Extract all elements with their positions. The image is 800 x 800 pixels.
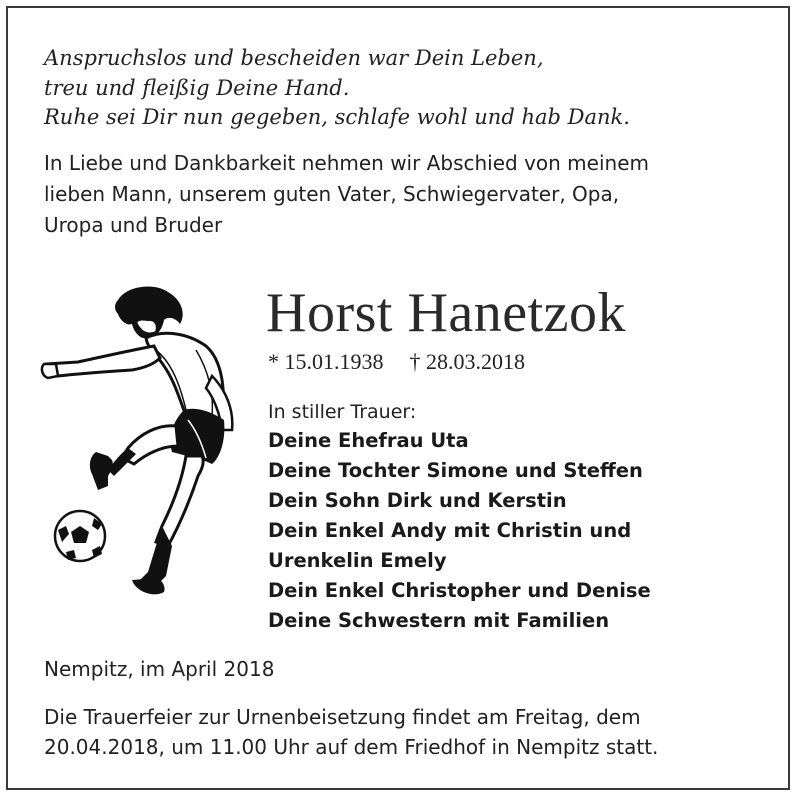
verse-line: Anspruchslos und bescheiden war Dein Leben, <box>44 46 544 70</box>
intro-line: Uropa und Bruder <box>44 213 223 237</box>
funeral-notice <box>44 702 754 762</box>
verse-poem <box>44 44 744 133</box>
mourner-line: Urenkelin Emely <box>268 549 447 572</box>
soccer-player-icon <box>36 280 246 610</box>
verse-line: treu und fleißig Deine Hand. <box>44 75 350 100</box>
deceased-name: Horst Hanetzok <box>266 282 627 344</box>
life-dates <box>268 348 525 376</box>
mourning-heading: In stiller Trauer: <box>268 401 417 423</box>
mourner-line: Dein Enkel Andy mit Christin und <box>268 519 632 542</box>
mourner-line: Deine Tochter Simone und Steffen <box>268 459 643 482</box>
death-date: † 28.03.2018 <box>409 349 525 374</box>
intro-text <box>44 148 744 241</box>
mourners-list <box>268 426 651 636</box>
intro-line: In Liebe und Dankbarkeit nehmen wir Abschied von meinem <box>44 151 649 175</box>
place-and-date: Nempitz, im April 2018 <box>44 657 275 681</box>
mourner-line: Deine Ehefrau Uta <box>268 429 469 452</box>
mourner-line: Deine Schwestern mit Familien <box>268 609 610 632</box>
verse-line: Ruhe sei Dir nun gegeben, schlafe wohl und hab Dank. <box>44 105 630 129</box>
mourner-line: Dein Sohn Dirk und Kerstin <box>268 489 567 512</box>
notice-line: 20.04.2018, um 11.00 Uhr auf dem Friedhof in Nempitz statt. <box>44 735 659 759</box>
birth-date: * 15.01.1938 <box>268 349 384 374</box>
mourner-line: Dein Enkel Christopher und Denise <box>268 579 651 602</box>
intro-line: lieben Mann, unserem guten Vater, Schwiegervater, Opa, <box>44 182 620 206</box>
notice-line: Die Trauerfeier zur Urnenbeisetzung findet am Freitag, dem <box>44 705 641 729</box>
